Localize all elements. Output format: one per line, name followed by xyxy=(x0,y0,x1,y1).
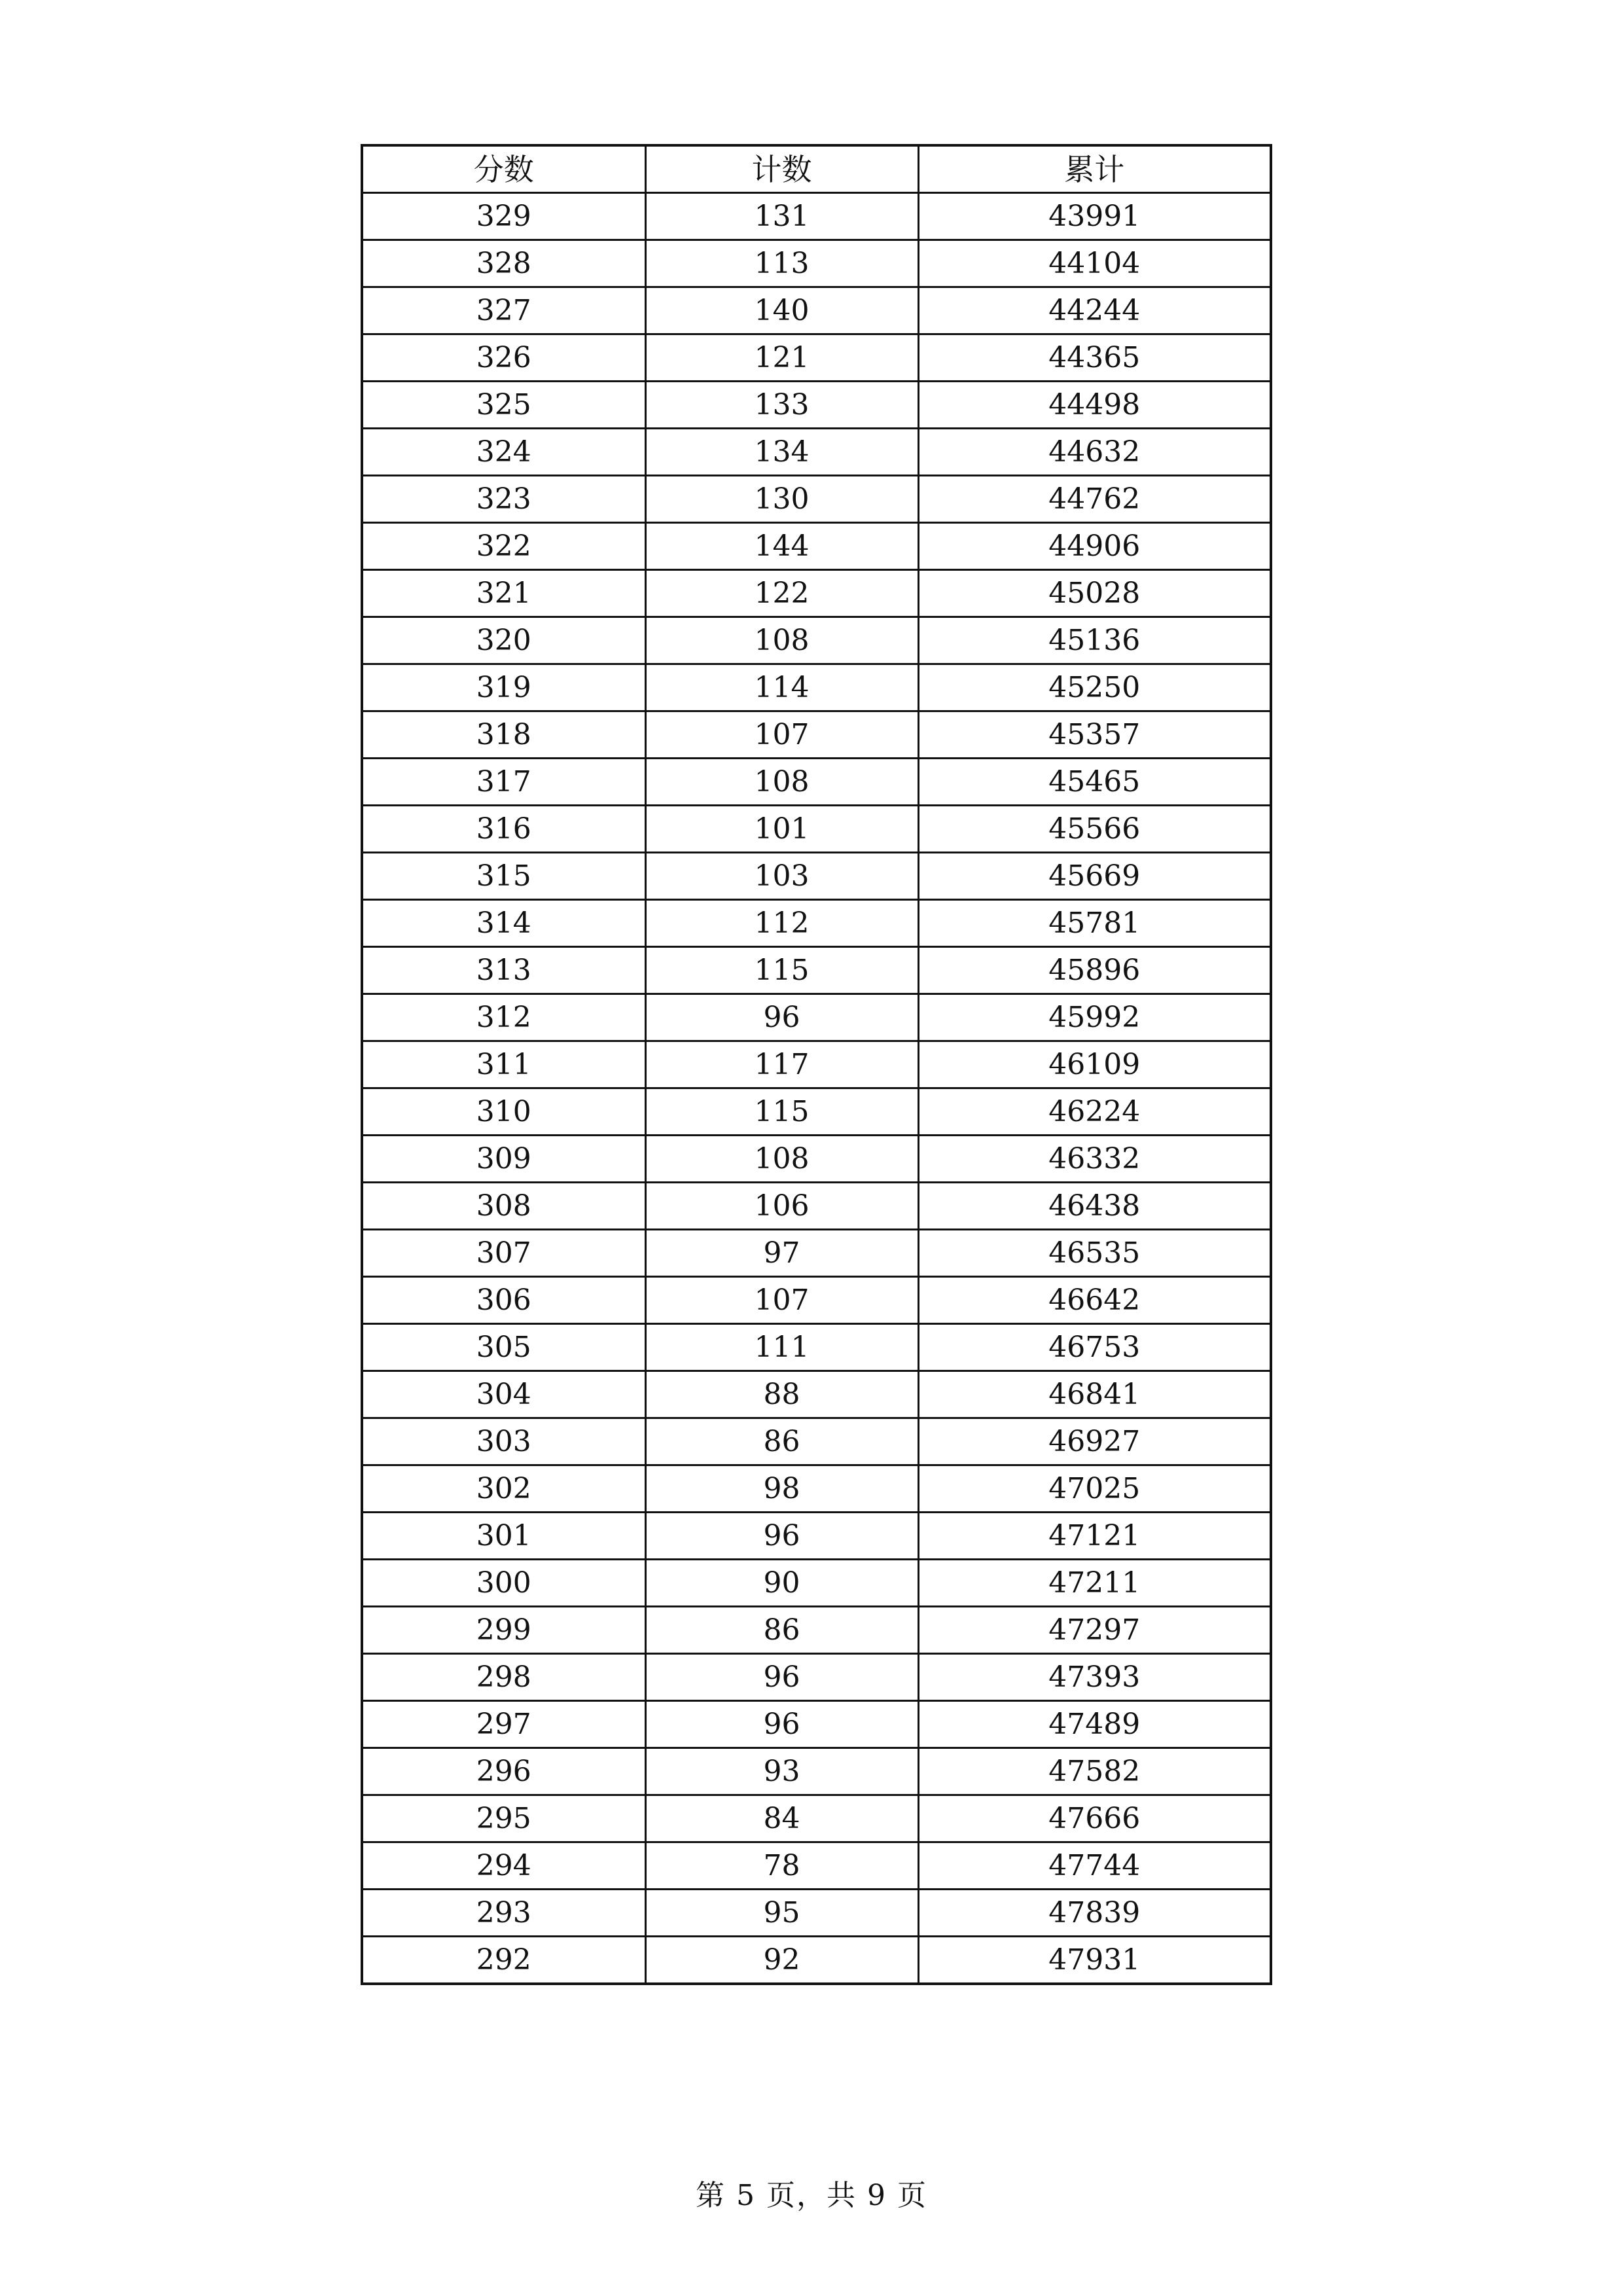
cell-score: 307 xyxy=(362,1230,645,1277)
cell-score: 304 xyxy=(362,1371,645,1418)
cell-count: 121 xyxy=(645,334,918,382)
cell-cumulative: 45250 xyxy=(918,664,1271,711)
cell-count: 78 xyxy=(645,1842,918,1890)
table-row xyxy=(362,1890,1271,1937)
cell-cumulative: 45028 xyxy=(918,570,1271,617)
table-row xyxy=(362,1371,1271,1418)
cell-score: 327 xyxy=(362,287,645,334)
table-row xyxy=(362,759,1271,806)
table-row xyxy=(362,947,1271,994)
cell-cumulative: 45781 xyxy=(918,900,1271,947)
cell-cumulative: 44762 xyxy=(918,476,1271,523)
cell-score: 324 xyxy=(362,429,645,476)
table-row xyxy=(362,1136,1271,1183)
cell-count: 103 xyxy=(645,853,918,900)
cell-cumulative: 46535 xyxy=(918,1230,1271,1277)
table-row xyxy=(362,853,1271,900)
cell-score: 317 xyxy=(362,759,645,806)
table-row xyxy=(362,523,1271,570)
cell-count: 107 xyxy=(645,711,918,759)
cell-cumulative: 45992 xyxy=(918,994,1271,1041)
cell-score: 311 xyxy=(362,1041,645,1088)
header-count: 计数 xyxy=(645,145,918,193)
cell-score: 310 xyxy=(362,1088,645,1136)
table-row xyxy=(362,1230,1271,1277)
cell-count: 92 xyxy=(645,1937,918,1984)
table-row xyxy=(362,900,1271,947)
table-row xyxy=(362,994,1271,1041)
cell-cumulative: 47393 xyxy=(918,1654,1271,1701)
cell-cumulative: 46109 xyxy=(918,1041,1271,1088)
cell-score: 326 xyxy=(362,334,645,382)
table-row xyxy=(362,1418,1271,1465)
cell-cumulative: 46841 xyxy=(918,1371,1271,1418)
cell-score: 319 xyxy=(362,664,645,711)
cell-cumulative: 46224 xyxy=(918,1088,1271,1136)
score-distribution-table xyxy=(361,144,1272,1985)
cell-cumulative: 45566 xyxy=(918,806,1271,853)
table-row xyxy=(362,287,1271,334)
table-row xyxy=(362,1277,1271,1324)
table-row xyxy=(362,1937,1271,1984)
cell-cumulative: 45465 xyxy=(918,759,1271,806)
table-row xyxy=(362,1183,1271,1230)
cell-count: 88 xyxy=(645,1371,918,1418)
cell-cumulative: 44365 xyxy=(918,334,1271,382)
cell-cumulative: 47666 xyxy=(918,1795,1271,1842)
cell-count: 86 xyxy=(645,1607,918,1654)
cell-score: 309 xyxy=(362,1136,645,1183)
cell-count: 96 xyxy=(645,994,918,1041)
cell-cumulative: 46642 xyxy=(918,1277,1271,1324)
table-row xyxy=(362,1513,1271,1560)
header-score: 分数 xyxy=(362,145,645,193)
cell-score: 329 xyxy=(362,193,645,240)
cell-score: 296 xyxy=(362,1748,645,1795)
table-row xyxy=(362,1795,1271,1842)
cell-count: 96 xyxy=(645,1701,918,1748)
cell-cumulative: 44104 xyxy=(918,240,1271,287)
table-row xyxy=(362,570,1271,617)
cell-score: 302 xyxy=(362,1465,645,1513)
cell-score: 314 xyxy=(362,900,645,947)
table-row xyxy=(362,806,1271,853)
cell-score: 294 xyxy=(362,1842,645,1890)
table-row xyxy=(362,1748,1271,1795)
cell-score: 322 xyxy=(362,523,645,570)
cell-count: 108 xyxy=(645,1136,918,1183)
cell-count: 98 xyxy=(645,1465,918,1513)
table-row xyxy=(362,382,1271,429)
cell-score: 301 xyxy=(362,1513,645,1560)
cell-count: 108 xyxy=(645,617,918,664)
table-row xyxy=(362,1842,1271,1890)
cell-score: 328 xyxy=(362,240,645,287)
cell-cumulative: 47744 xyxy=(918,1842,1271,1890)
cell-cumulative: 47839 xyxy=(918,1890,1271,1937)
header-cumulative: 累计 xyxy=(918,145,1271,193)
cell-score: 299 xyxy=(362,1607,645,1654)
table-row xyxy=(362,1560,1271,1607)
table-row xyxy=(362,1654,1271,1701)
table-row xyxy=(362,711,1271,759)
cell-score: 316 xyxy=(362,806,645,853)
cell-score: 321 xyxy=(362,570,645,617)
cell-cumulative: 45669 xyxy=(918,853,1271,900)
page-number: 第 5 页，共 9 页 xyxy=(696,2179,927,2212)
table-row xyxy=(362,617,1271,664)
table-header-row xyxy=(362,145,1271,193)
cell-cumulative: 45896 xyxy=(918,947,1271,994)
cell-cumulative: 47211 xyxy=(918,1560,1271,1607)
cell-count: 133 xyxy=(645,382,918,429)
table-row xyxy=(362,1041,1271,1088)
cell-count: 106 xyxy=(645,1183,918,1230)
cell-count: 131 xyxy=(645,193,918,240)
table-body xyxy=(362,193,1271,1984)
cell-count: 122 xyxy=(645,570,918,617)
cell-count: 96 xyxy=(645,1513,918,1560)
cell-cumulative: 44632 xyxy=(918,429,1271,476)
cell-cumulative: 46438 xyxy=(918,1183,1271,1230)
cell-count: 95 xyxy=(645,1890,918,1937)
cell-score: 312 xyxy=(362,994,645,1041)
table-row xyxy=(362,1324,1271,1371)
cell-cumulative: 46332 xyxy=(918,1136,1271,1183)
cell-count: 101 xyxy=(645,806,918,853)
cell-count: 113 xyxy=(645,240,918,287)
cell-count: 112 xyxy=(645,900,918,947)
cell-cumulative: 45136 xyxy=(918,617,1271,664)
table-row xyxy=(362,1088,1271,1136)
cell-cumulative: 46927 xyxy=(918,1418,1271,1465)
cell-count: 117 xyxy=(645,1041,918,1088)
cell-cumulative: 43991 xyxy=(918,193,1271,240)
cell-count: 140 xyxy=(645,287,918,334)
cell-score: 325 xyxy=(362,382,645,429)
cell-count: 111 xyxy=(645,1324,918,1371)
table-row xyxy=(362,240,1271,287)
cell-score: 320 xyxy=(362,617,645,664)
cell-score: 303 xyxy=(362,1418,645,1465)
cell-score: 313 xyxy=(362,947,645,994)
table-row xyxy=(362,193,1271,240)
table-row xyxy=(362,476,1271,523)
cell-cumulative: 47121 xyxy=(918,1513,1271,1560)
cell-score: 293 xyxy=(362,1890,645,1937)
cell-score: 318 xyxy=(362,711,645,759)
cell-count: 84 xyxy=(645,1795,918,1842)
cell-cumulative: 44906 xyxy=(918,523,1271,570)
cell-count: 114 xyxy=(645,664,918,711)
cell-count: 130 xyxy=(645,476,918,523)
cell-score: 306 xyxy=(362,1277,645,1324)
cell-score: 323 xyxy=(362,476,645,523)
cell-count: 108 xyxy=(645,759,918,806)
cell-score: 295 xyxy=(362,1795,645,1842)
cell-count: 115 xyxy=(645,947,918,994)
table-row xyxy=(362,429,1271,476)
cell-count: 144 xyxy=(645,523,918,570)
cell-score: 315 xyxy=(362,853,645,900)
cell-score: 305 xyxy=(362,1324,645,1371)
cell-count: 90 xyxy=(645,1560,918,1607)
cell-score: 298 xyxy=(362,1654,645,1701)
cell-score: 308 xyxy=(362,1183,645,1230)
cell-score: 297 xyxy=(362,1701,645,1748)
cell-count: 115 xyxy=(645,1088,918,1136)
cell-count: 96 xyxy=(645,1654,918,1701)
cell-cumulative: 47489 xyxy=(918,1701,1271,1748)
cell-count: 86 xyxy=(645,1418,918,1465)
cell-cumulative: 44244 xyxy=(918,287,1271,334)
cell-count: 97 xyxy=(645,1230,918,1277)
cell-score: 292 xyxy=(362,1937,645,1984)
cell-cumulative: 47582 xyxy=(918,1748,1271,1795)
cell-cumulative: 47931 xyxy=(918,1937,1271,1984)
cell-count: 107 xyxy=(645,1277,918,1324)
cell-count: 93 xyxy=(645,1748,918,1795)
cell-score: 300 xyxy=(362,1560,645,1607)
cell-cumulative: 46753 xyxy=(918,1324,1271,1371)
cell-cumulative: 45357 xyxy=(918,711,1271,759)
cell-cumulative: 47025 xyxy=(918,1465,1271,1513)
table-row xyxy=(362,1701,1271,1748)
table-row xyxy=(362,1465,1271,1513)
cell-cumulative: 47297 xyxy=(918,1607,1271,1654)
cell-count: 134 xyxy=(645,429,918,476)
table-row xyxy=(362,664,1271,711)
table-row xyxy=(362,334,1271,382)
cell-cumulative: 44498 xyxy=(918,382,1271,429)
table-row xyxy=(362,1607,1271,1654)
